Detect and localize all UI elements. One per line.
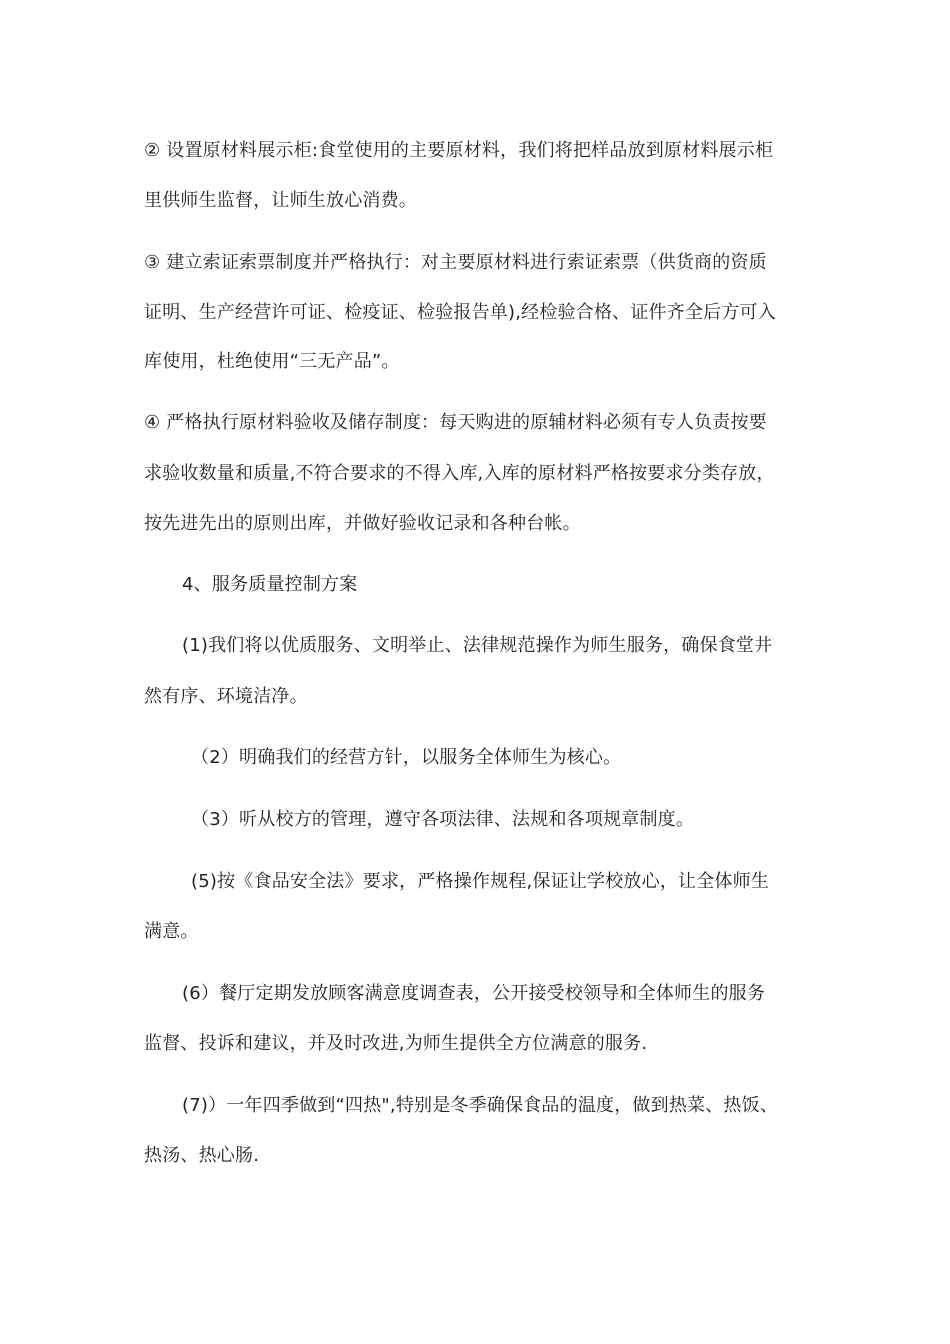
paragraph-line-item-2: （2）明确我们的经营方针，以服务全体师生为核心。 bbox=[191, 747, 622, 768]
paragraph-line-display-cabinet-2: 里供师生监督，让师生放心消费。 bbox=[144, 190, 417, 211]
paragraph-line-acceptance-1: ④ 严格执行原材料验收及储存制度：每天购进的原辅材料必须有专人负责按要 bbox=[144, 412, 767, 433]
paragraph-line-item-6-b: 监督、投诉和建议，并及时改进,为师生提供全方位满意的服务. bbox=[144, 1033, 648, 1054]
paragraph-line-display-cabinet-1: ② 设置原材料展示柜:食堂使用的主要原材料，我们将把样品放到原材料展示柜 bbox=[144, 140, 774, 161]
paragraph-line-item-1-a: (1)我们将以优质服务、文明举止、法律规范操作为师生服务，确保食堂井 bbox=[182, 635, 773, 656]
paragraph-line-item-6-a: (6）餐厅定期发放顾客满意度调查表，公开接受校领导和全体师生的服务 bbox=[182, 983, 766, 1004]
paragraph-line-certificate-3: 库使用，杜绝使用“三无产品”。 bbox=[144, 351, 400, 372]
section-heading-service-quality: 4、服务质量控制方案 bbox=[182, 574, 358, 595]
paragraph-line-certificate-1: ③ 建立索证索票制度并严格执行：对主要原材料进行索证索票（供货商的资质 bbox=[144, 252, 767, 273]
paragraph-line-item-5-a: (5)按《食品安全法》要求，严格操作规程,保证让学校放心，让全体师生 bbox=[191, 871, 770, 892]
paragraph-line-item-5-b: 满意。 bbox=[144, 921, 199, 942]
paragraph-line-acceptance-3: 按先进先出的原则出库，并做好验收记录和各种台帐。 bbox=[144, 513, 581, 534]
paragraph-line-item-3: （3）听从校方的管理，遵守各项法律、法规和各项规章制度。 bbox=[191, 809, 695, 830]
paragraph-line-item-1-b: 然有序、环境洁净。 bbox=[144, 686, 308, 707]
paragraph-line-acceptance-2: 求验收数量和质量,不符合要求的不得入库,入库的原材料严格按要求分类存放， bbox=[144, 463, 775, 484]
paragraph-line-item-7-a: (7)）一年四季做到“四热",特别是冬季确保食品的温度，做到热菜、热饭、 bbox=[182, 1095, 779, 1116]
paragraph-line-certificate-2: 证明、生产经营许可证、检疫证、检验报告单),经检验合格、证件齐全后方可入 bbox=[144, 302, 776, 323]
paragraph-line-item-7-b: 热汤、热心肠. bbox=[144, 1145, 260, 1166]
